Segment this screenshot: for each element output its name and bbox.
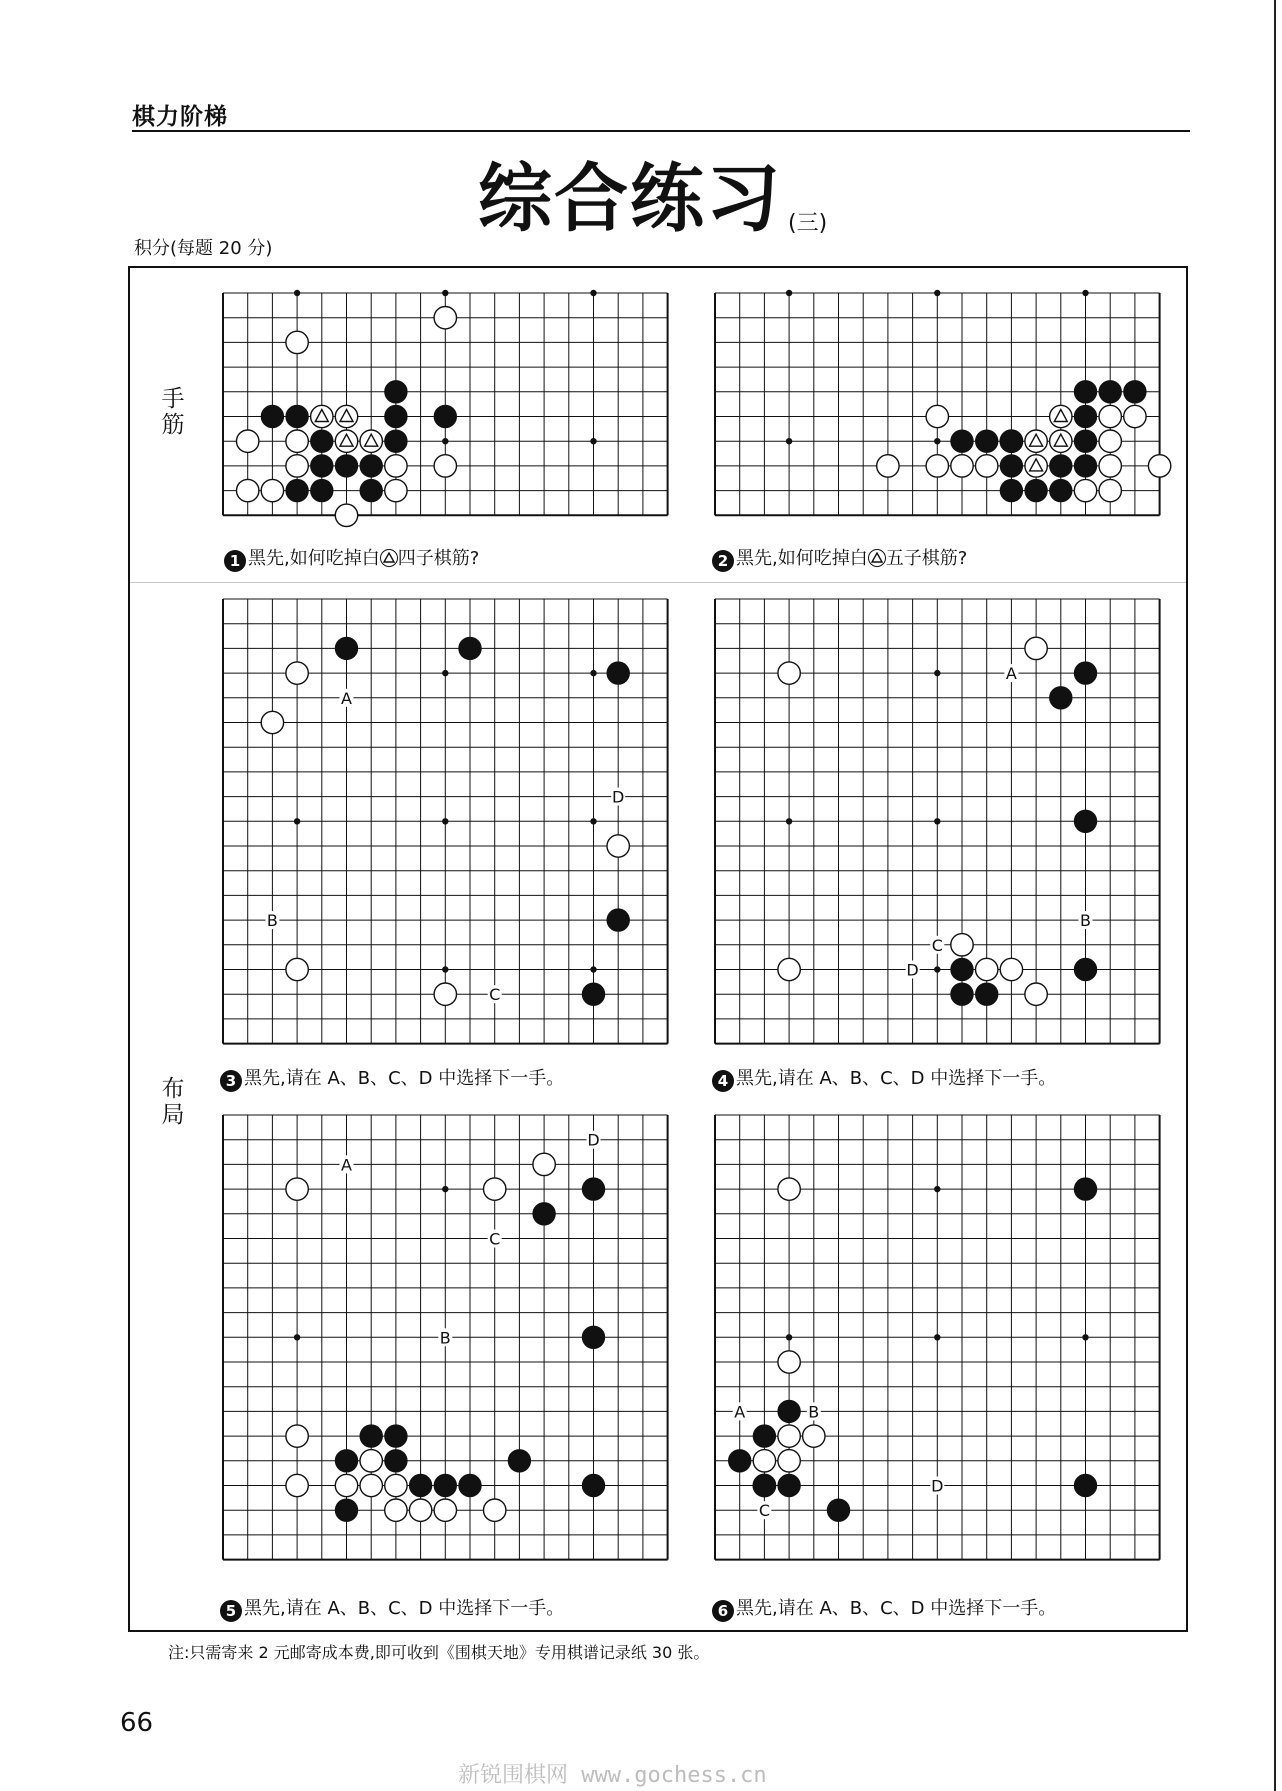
black-stone — [1050, 687, 1072, 709]
star-point — [442, 1186, 448, 1192]
star-point — [294, 290, 300, 296]
section-label: 棋力阶梯 — [132, 104, 228, 130]
star-point — [786, 438, 792, 444]
category-opening: 布局 — [161, 1076, 185, 1128]
black-stone — [459, 1474, 481, 1496]
black-stone — [778, 1474, 800, 1496]
black-stone — [976, 430, 998, 452]
page-title-suffix: (三) — [788, 211, 828, 236]
page-title: 综合练习 — [478, 156, 782, 242]
point-label-b: B — [808, 1402, 820, 1422]
white-stone — [976, 455, 998, 477]
white-stone — [409, 1499, 431, 1521]
white-stone — [261, 711, 283, 733]
white-stone — [237, 430, 259, 452]
problem-number: 5 — [220, 1600, 242, 1622]
point-label-c: C — [489, 1229, 501, 1249]
black-stone — [778, 1400, 800, 1422]
star-point — [442, 966, 448, 972]
star-point — [934, 818, 940, 824]
white-stone — [778, 1178, 800, 1200]
caption-text-end: 四子棋筋? — [397, 548, 480, 569]
caption-text: 黑先,如何吃掉白 — [736, 548, 868, 569]
point-label-a: A — [341, 688, 352, 708]
point-label-c: C — [758, 1501, 770, 1521]
white-stone — [434, 983, 456, 1005]
black-stone — [1074, 405, 1096, 427]
black-stone — [261, 405, 283, 427]
white-stone — [1000, 958, 1022, 980]
black-stone — [607, 662, 629, 684]
black-stone — [729, 1450, 751, 1472]
star-point — [786, 818, 792, 824]
black-stone — [311, 479, 333, 501]
black-stone — [1074, 1474, 1096, 1496]
black-stone — [1000, 430, 1022, 452]
black-stone — [409, 1474, 431, 1496]
white-stone — [237, 479, 259, 501]
point-label-c: C — [489, 985, 501, 1005]
black-stone — [335, 1499, 357, 1521]
star-point — [934, 438, 940, 444]
point-label-b: B — [439, 1328, 451, 1348]
point-label-a: A — [734, 1402, 746, 1422]
black-stone — [1074, 455, 1096, 477]
star-point — [1082, 290, 1088, 296]
footnote: 注:只需寄来 2 元邮寄成本费,即可收到《围棋天地》专用棋谱记录纸 30 张。 — [168, 1643, 710, 1662]
white-stone — [261, 479, 283, 501]
star-point — [442, 290, 448, 296]
white-stone — [360, 1450, 382, 1472]
black-stone — [385, 1450, 407, 1472]
black-stone — [434, 405, 456, 427]
star-point — [590, 290, 596, 296]
watermark: 新锐围棋网 www.gochess.cn — [458, 1763, 767, 1788]
black-stone — [311, 430, 333, 452]
problem-number: 2 — [712, 550, 734, 572]
white-stone — [385, 479, 407, 501]
triangle-mark-icon — [868, 549, 886, 567]
black-stone — [582, 1178, 604, 1200]
black-stone — [360, 455, 382, 477]
black-stone — [753, 1474, 775, 1496]
white-stone — [778, 958, 800, 980]
star-point — [294, 1334, 300, 1340]
black-stone — [1025, 479, 1047, 501]
score-note: 积分(每题 20 分) — [134, 238, 273, 259]
go-board-3 — [220, 596, 680, 1056]
black-stone — [1074, 381, 1096, 403]
white-stone — [951, 934, 973, 956]
star-point — [590, 818, 596, 824]
white-stone — [335, 504, 357, 526]
page-edge — [1274, 0, 1276, 1791]
white-stone — [286, 430, 308, 452]
black-stone — [951, 430, 973, 452]
white-stone — [1099, 479, 1121, 501]
black-stone — [1000, 479, 1022, 501]
white-stone — [1099, 455, 1121, 477]
black-stone — [607, 909, 629, 931]
black-stone — [951, 958, 973, 980]
star-point — [934, 290, 940, 296]
white-stone — [1099, 405, 1121, 427]
problem-2-caption — [712, 544, 967, 572]
white-stone — [976, 958, 998, 980]
caption-text: 黑先,请在 A、B、C、D 中选择下一手。 — [244, 1068, 565, 1089]
go-board-1 — [220, 290, 680, 530]
black-stone — [335, 1450, 357, 1472]
problem-number: 3 — [220, 1070, 242, 1092]
point-label-b: B — [1080, 911, 1091, 931]
star-point — [934, 1186, 940, 1192]
star-point — [590, 438, 596, 444]
point-label-d: D — [587, 1130, 600, 1150]
white-stone — [286, 1474, 308, 1496]
black-stone — [533, 1203, 555, 1225]
white-stone — [286, 662, 308, 684]
white-stone — [434, 307, 456, 329]
black-stone — [1074, 662, 1096, 684]
black-stone — [360, 479, 382, 501]
black-stone — [1074, 810, 1096, 832]
black-stone — [286, 405, 308, 427]
black-stone — [1074, 958, 1096, 980]
caption-text: 黑先,请在 A、B、C、D 中选择下一手。 — [736, 1598, 1057, 1619]
white-stone — [286, 958, 308, 980]
white-stone — [926, 405, 948, 427]
go-board-4 — [712, 596, 1172, 1056]
star-point — [294, 818, 300, 824]
problem-3-caption — [220, 1064, 564, 1092]
frame-divider — [130, 582, 1186, 583]
problem-5-caption — [220, 1594, 564, 1622]
title-rule — [132, 130, 1190, 132]
white-stone — [1025, 637, 1047, 659]
go-board-2 — [712, 290, 1172, 530]
star-point — [786, 1334, 792, 1340]
triangle-mark-icon — [380, 549, 398, 567]
black-stone — [385, 405, 407, 427]
point-label-d: D — [906, 960, 919, 980]
page-number: 66 — [120, 1708, 154, 1738]
black-stone — [582, 1474, 604, 1496]
white-stone — [1025, 983, 1047, 1005]
white-stone — [607, 835, 629, 857]
star-point — [590, 966, 596, 972]
black-stone — [976, 983, 998, 1005]
black-stone — [508, 1450, 530, 1472]
white-stone — [753, 1450, 775, 1472]
black-stone — [582, 983, 604, 1005]
black-stone — [385, 381, 407, 403]
white-stone — [385, 455, 407, 477]
black-stone — [1050, 455, 1072, 477]
black-stone — [1074, 430, 1096, 452]
white-stone — [778, 662, 800, 684]
white-stone — [484, 1178, 506, 1200]
problem-number: 4 — [712, 1070, 734, 1092]
star-point — [442, 818, 448, 824]
white-stone — [385, 1499, 407, 1521]
star-point — [934, 1334, 940, 1340]
point-label-b: B — [266, 911, 278, 931]
white-stone — [286, 1178, 308, 1200]
problem-number: 6 — [712, 1600, 734, 1622]
black-stone — [335, 455, 357, 477]
black-stone — [1124, 381, 1146, 403]
white-stone — [1148, 455, 1170, 477]
problem-6-caption — [712, 1594, 1056, 1622]
black-stone — [1074, 1178, 1096, 1200]
black-stone — [434, 1474, 456, 1496]
white-stone — [926, 455, 948, 477]
problem-number: 1 — [224, 550, 246, 572]
point-label-d: D — [931, 1476, 944, 1496]
white-stone — [434, 455, 456, 477]
white-stone — [286, 331, 308, 353]
white-stone — [286, 455, 308, 477]
black-stone — [1099, 381, 1121, 403]
black-stone — [827, 1499, 849, 1521]
star-point — [934, 670, 940, 676]
black-stone — [459, 637, 481, 659]
go-board-6 — [712, 1112, 1172, 1572]
white-stone — [484, 1499, 506, 1521]
white-stone — [877, 455, 899, 477]
black-stone — [335, 637, 357, 659]
black-stone — [1000, 455, 1022, 477]
star-point — [786, 290, 792, 296]
white-stone — [286, 1425, 308, 1447]
black-stone — [311, 455, 333, 477]
problem-4-caption — [712, 1064, 1056, 1092]
star-point — [442, 670, 448, 676]
black-stone — [286, 479, 308, 501]
white-stone — [335, 1474, 357, 1496]
black-stone — [385, 1425, 407, 1447]
star-point — [590, 670, 596, 676]
white-stone — [778, 1425, 800, 1447]
point-label-a: A — [1005, 664, 1017, 684]
star-point — [442, 438, 448, 444]
black-stone — [582, 1326, 604, 1348]
caption-text-end: 五子棋筋? — [885, 548, 968, 569]
white-stone — [360, 1474, 382, 1496]
white-stone — [434, 1499, 456, 1521]
point-label-a: A — [341, 1155, 352, 1175]
black-stone — [753, 1425, 775, 1447]
star-point — [934, 966, 940, 972]
point-label-d: D — [612, 787, 625, 807]
caption-text: 黑先,请在 A、B、C、D 中选择下一手。 — [736, 1068, 1057, 1089]
black-stone — [951, 983, 973, 1005]
white-stone — [385, 1474, 407, 1496]
go-board-5 — [220, 1112, 680, 1572]
white-stone — [533, 1153, 555, 1175]
caption-text: 黑先,请在 A、B、C、D 中选择下一手。 — [244, 1598, 565, 1619]
white-stone — [778, 1450, 800, 1472]
category-tesuji: 手筋 — [161, 386, 185, 438]
white-stone — [1124, 405, 1146, 427]
white-stone — [951, 455, 973, 477]
black-stone — [1050, 479, 1072, 501]
white-stone — [803, 1425, 825, 1447]
problem-1-caption — [224, 544, 479, 572]
caption-text: 黑先,如何吃掉白 — [248, 548, 380, 569]
star-point — [1082, 1334, 1088, 1340]
white-stone — [1074, 479, 1096, 501]
white-stone — [1099, 430, 1121, 452]
white-stone — [778, 1351, 800, 1373]
point-label-c: C — [931, 935, 943, 955]
black-stone — [385, 430, 407, 452]
black-stone — [360, 1425, 382, 1447]
